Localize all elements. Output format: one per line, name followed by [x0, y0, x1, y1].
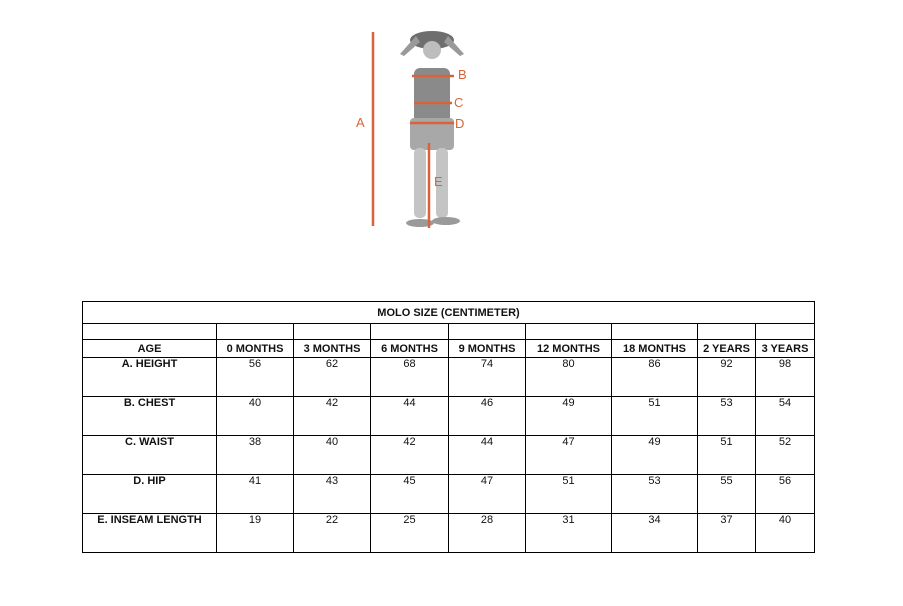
table-cell: 28: [449, 514, 526, 553]
table-title-row: [83, 302, 815, 324]
table-cell: 51: [698, 436, 756, 475]
table-cell: 74: [449, 358, 526, 397]
figure-label-e: E: [434, 174, 443, 189]
figure-label-b: B: [458, 67, 467, 82]
column-header: 6 MONTHS: [371, 340, 449, 358]
age-header: AGE: [83, 340, 217, 358]
row-label: B. CHEST: [83, 397, 217, 436]
blank-cell: [449, 324, 526, 340]
table-cell: 56: [217, 358, 294, 397]
table-row: [83, 475, 815, 514]
column-header: 2 YEARS: [698, 340, 756, 358]
table-cell: 42: [371, 436, 449, 475]
column-header: 18 MONTHS: [612, 340, 698, 358]
column-header: 12 MONTHS: [526, 340, 612, 358]
table-cell: 22: [294, 514, 371, 553]
child-measurement-illustration: [340, 18, 500, 233]
table-cell: 43: [294, 475, 371, 514]
table-cell: 40: [217, 397, 294, 436]
table-cell: 49: [526, 397, 612, 436]
row-label: E. INSEAM LENGTH: [83, 514, 217, 553]
table-cell: 51: [612, 397, 698, 436]
table-cell: 44: [371, 397, 449, 436]
table-cell: 86: [612, 358, 698, 397]
blank-cell: [526, 324, 612, 340]
table-cell: 80: [526, 358, 612, 397]
table-cell: 38: [217, 436, 294, 475]
table-cell: 62: [294, 358, 371, 397]
figure-label-a: A: [356, 115, 365, 130]
table-row: [83, 436, 815, 475]
table-cell: 37: [698, 514, 756, 553]
table-cell: 53: [698, 397, 756, 436]
blank-cell: [83, 324, 217, 340]
size-table: [82, 301, 815, 553]
table-row: [83, 358, 815, 397]
table-cell: 55: [698, 475, 756, 514]
table-cell: 54: [756, 397, 815, 436]
table-cell: 51: [526, 475, 612, 514]
table-cell: 53: [612, 475, 698, 514]
table-title: MOLO SIZE (CENTIMETER): [83, 302, 815, 324]
column-header: 3 MONTHS: [294, 340, 371, 358]
table-cell: 19: [217, 514, 294, 553]
blank-cell: [612, 324, 698, 340]
table-spacer-row: [83, 324, 815, 340]
table-cell: 46: [449, 397, 526, 436]
table-cell: 41: [217, 475, 294, 514]
blank-cell: [756, 324, 815, 340]
table-cell: 49: [612, 436, 698, 475]
table-cell: 31: [526, 514, 612, 553]
table-header-row: [83, 340, 815, 358]
column-header: 9 MONTHS: [449, 340, 526, 358]
table-row: [83, 397, 815, 436]
table-cell: 42: [294, 397, 371, 436]
table-cell: 40: [294, 436, 371, 475]
table-cell: 47: [526, 436, 612, 475]
table-cell: 52: [756, 436, 815, 475]
blank-cell: [371, 324, 449, 340]
figure-label-d: D: [455, 116, 465, 131]
table-cell: 44: [449, 436, 526, 475]
table-cell: 45: [371, 475, 449, 514]
table-cell: 40: [756, 514, 815, 553]
table-cell: 47: [449, 475, 526, 514]
table-cell: 34: [612, 514, 698, 553]
table-cell: 92: [698, 358, 756, 397]
row-label: C. WAIST: [83, 436, 217, 475]
figure-label-c: C: [454, 95, 464, 110]
blank-cell: [294, 324, 371, 340]
row-label: D. HIP: [83, 475, 217, 514]
table-cell: 98: [756, 358, 815, 397]
blank-cell: [698, 324, 756, 340]
measurement-figure: [340, 18, 500, 233]
table-cell: 25: [371, 514, 449, 553]
blank-cell: [217, 324, 294, 340]
column-header: 0 MONTHS: [217, 340, 294, 358]
table-cell: 56: [756, 475, 815, 514]
column-header: 3 YEARS: [756, 340, 815, 358]
row-label: A. HEIGHT: [83, 358, 217, 397]
table-row: [83, 514, 815, 553]
table-cell: 68: [371, 358, 449, 397]
